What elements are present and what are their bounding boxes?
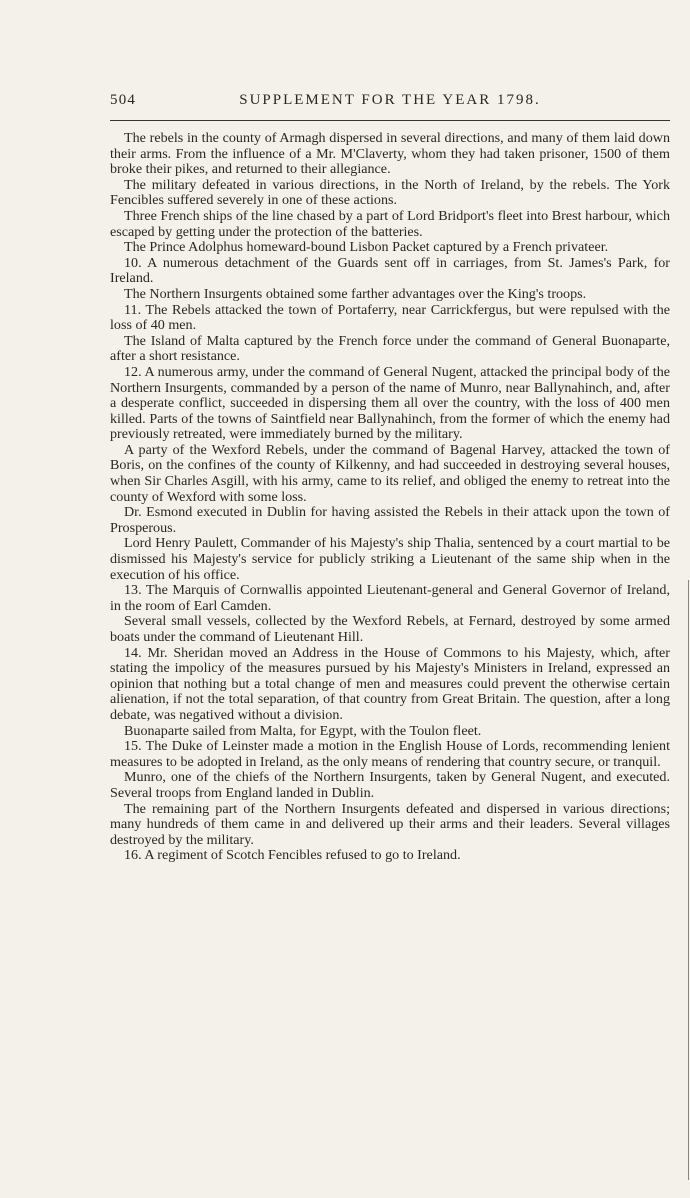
document-page	[110, 88, 670, 864]
paragraph: Buonaparte sailed from Malta, for Egypt, with the Toulon fleet.	[124, 722, 482, 739]
paragraph: Dr. Esmond executed in Dublin for having assisted the Rebels in their attack upon the town of Prosperous.	[110, 504, 670, 536]
page-edge-line	[688, 580, 689, 1180]
paragraph: 16. A regiment of Scotch Fencibles refused to go to Ireland.	[124, 847, 461, 864]
paragraph: The Prince Adolphus homeward-bound Lisbon Packet captured by a French privateer.	[124, 239, 609, 256]
header-rule	[110, 120, 670, 121]
paragraph: The Northern Insurgents obtained some farther advantages over the King's troops.	[124, 285, 587, 302]
paragraph: 10. A numerous detachment of the Guards sent off in carriages, from St. James's Park, for Ireland.	[110, 254, 670, 287]
paragraph: Three French ships of the line chased by a part of Lord Bridport's fleet into Brest harbour, which escaped by getting under the protection of the batteries.	[110, 207, 670, 240]
running-header	[110, 88, 670, 114]
running-title: SUPPLEMENT FOR THE YEAR 1798.	[239, 92, 541, 108]
paragraph: Several small vessels, collected by the Wexford Rebels, at Fernard, destroyed by some armed boats under the command of Lieutenant Hill.	[110, 613, 670, 645]
paragraph: Lord Henry Paulett, Commander of his Majesty's ship Thalia, sentenced by a court martial to be dismissed his Majesty's service for publicly striking a Lieutenant of the same ship when in the execution of his office.	[110, 535, 670, 583]
paragraph: The Island of Malta captured by the French force under the command of General Buonaparte, after a short resistance.	[110, 332, 670, 365]
page-number: 504	[110, 92, 137, 108]
paragraph: 13. The Marquis of Cornwallis appointed Lieutenant-general and General Governor of Ireland, in the room of Earl Camden.	[110, 582, 670, 614]
paragraph: The rebels in the county of Armagh dispersed in several directions, and many of them laid down their arms. From the influence of a Mr. M'Claverty, whom they had taken prisoner, 1500 of them broke their pikes, and returned to their allegiance.	[110, 130, 670, 178]
paragraph: The military defeated in various directions, in the North of Ireland, by the rebels. The York Fencibles suffered severely in one of these actions.	[110, 176, 670, 209]
paragraph: A party of the Wexford Rebels, under the command of Bagenal Harvey, attacked the town of Boris, on the confines of the county of Kilkenny, and had succeeded in destroying several houses, when Sir Charles Asgill, with his army, came to its relief, and obliged the enemy to retreat into the county of Wexford with some loss.	[110, 441, 670, 505]
paragraph: 12. A numerous army, under the command of General Nugent, attacked the principal body of the Northern Insurgents, commanded by a person of the name of Munro, near Ballynahinch, and, after a desperate conflict, succeeded in dispersing them all over the country, with the loss of 400 men killed. Parts of the towns of Saintfield near Ballynahinch, from the former of which the enemy had previously retreated, were immediately burned by the military.	[110, 363, 670, 443]
paragraph: 15. The Duke of Leinster made a motion in the English House of Lords, recommending lenient measures to be adopted in Ireland, as the only means of rendering that country secure, or tranquil.	[110, 738, 670, 770]
paragraph: The remaining part of the Northern Insurgents defeated and dispersed in various directions; many hundreds of them came in and delivered up their arms and their leaders. Several villages destroyed by the military.	[110, 800, 670, 848]
paragraph: 11. The Rebels attacked the town of Portaferry, near Carrickfergus, but were repulsed with the loss of 40 men.	[110, 301, 670, 334]
paragraph: Munro, one of the chiefs of the Northern Insurgents, taken by General Nugent, and executed. Several troops from England landed in Dublin.	[110, 769, 670, 801]
article-body	[110, 131, 670, 864]
paragraph: 14. Mr. Sheridan moved an Address in the House of Commons to his Majesty, which, after stating the impolicy of the measures pursued by his Majesty's Ministers in Ireland, expressed an opinion that nothing but a total change of men and measures could prevent the otherwise certain alienation, if not the total separation, of that country from Great Britain. The question, after a long debate, was negatived without a division.	[110, 644, 670, 723]
